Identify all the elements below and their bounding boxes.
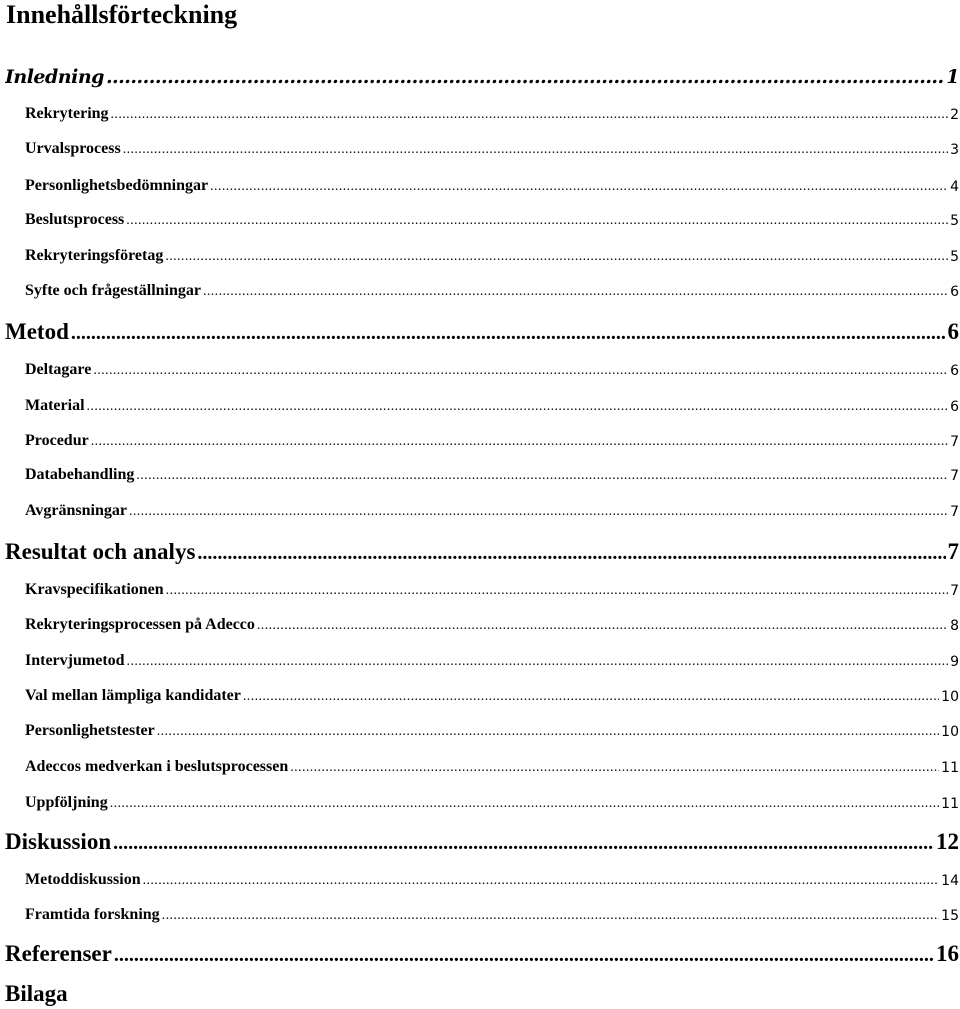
dot-leader [136, 468, 948, 484]
toc-entry-referenser[interactable] [5, 937, 959, 967]
toc-entry-title: Personlighetsbedömningar [25, 177, 209, 194]
dot-leader [203, 284, 948, 300]
toc-entry-title: Resultat och analys [5, 539, 196, 564]
toc-heading: Innehållsförteckning [6, 0, 238, 29]
toc-entry-page-number: 2 [950, 107, 959, 123]
dot-leader [111, 107, 949, 123]
toc-entry-title: Framtida forskning [25, 906, 160, 923]
toc-entry-rekryteringsprocessen-pa-adecco[interactable] [25, 610, 959, 634]
dot-leader [127, 654, 949, 670]
dot-leader [129, 504, 948, 520]
dot-leader [71, 322, 946, 345]
toc-entry-rekrytering[interactable] [25, 99, 959, 123]
toc-entry-page-number: 14 [941, 873, 959, 889]
toc-entry-title: Databehandling [25, 466, 135, 483]
toc-entry-avgransningar[interactable] [25, 496, 959, 520]
toc-entry-page-number: 10 [941, 724, 959, 740]
toc-entry-bilaga[interactable] [5, 977, 959, 1007]
toc-entry-page-number: 6 [950, 363, 959, 379]
dot-leader [114, 944, 934, 967]
toc-entry-urvalsprocess[interactable] [25, 134, 959, 158]
toc-entry-page-number: 6 [950, 399, 959, 415]
toc-entry-title: Uppföljning [25, 794, 108, 811]
dot-leader [243, 689, 939, 705]
toc-entry-page-number: 10 [941, 689, 959, 705]
toc-entry-resultat-och-analys[interactable] [5, 535, 959, 565]
toc-entry-title: Syfte och frågeställningar [25, 282, 201, 299]
dot-leader [87, 399, 949, 415]
dot-leader [166, 583, 948, 599]
toc-entry-title: Material [25, 397, 85, 414]
toc-entry-page-number: 6 [947, 319, 959, 344]
toc-entry-framtida-forskning[interactable] [25, 900, 959, 924]
dot-leader [165, 249, 948, 265]
toc-entry-title: Adeccos medverkan i beslutsprocessen [25, 758, 289, 775]
toc-entry-page-number: 5 [950, 213, 959, 229]
toc-entry-material[interactable] [25, 391, 959, 415]
toc-entry-syfte-och-fragestallningar[interactable] [25, 276, 959, 300]
dot-leader [257, 618, 948, 634]
dot-leader [210, 179, 948, 195]
toc-entry-metod[interactable] [5, 315, 959, 345]
toc-entry-page-number: 11 [941, 760, 959, 776]
toc-entry-title: Deltagare [25, 361, 92, 378]
toc-entry-page-number: 7 [950, 583, 959, 599]
toc-entry-title: Rekrytering [25, 105, 109, 122]
toc-entry-intervjumetod[interactable] [25, 646, 959, 670]
toc-entry-metoddiskussion[interactable] [25, 865, 959, 889]
dot-leader [93, 363, 948, 379]
toc-entry-page-number: 9 [950, 654, 959, 670]
dot-leader [91, 434, 948, 450]
toc-entry-title: Procedur [25, 432, 89, 449]
dot-leader [106, 66, 944, 88]
toc-entry-title: Bilaga [5, 981, 68, 1006]
toc-entry-page-number: 5 [950, 249, 959, 265]
dot-leader [162, 908, 940, 924]
toc-entry-page-number: 7 [950, 468, 959, 484]
toc-entry-page-number: 1 [946, 66, 959, 88]
toc-entry-procedur[interactable] [25, 426, 959, 450]
toc-entry-title: Inledning [5, 66, 104, 88]
toc-entry-deltagare[interactable] [25, 355, 959, 379]
toc-entry-title: Metod [5, 319, 69, 344]
toc-entry-page-number: 4 [950, 179, 959, 195]
toc-entry-page-number: 11 [941, 796, 959, 812]
toc-entry-page-number: 12 [936, 829, 959, 854]
toc-entry-personlighetstester[interactable] [25, 716, 959, 740]
toc-entry-page-number: 7 [950, 434, 959, 450]
dot-leader [110, 796, 939, 812]
toc-entry-title: Beslutsprocess [25, 211, 125, 228]
dot-leader [290, 760, 939, 776]
toc-entry-page-number: 6 [950, 284, 959, 300]
toc-entry-page-number: 7 [950, 504, 959, 520]
dot-leader [123, 142, 948, 158]
toc-entry-title: Rekryteringsprocessen på Adecco [25, 616, 255, 633]
dot-leader [143, 873, 940, 889]
toc-entry-title: Referenser [5, 941, 112, 966]
toc-entry-kravspecifikationen[interactable] [25, 575, 959, 599]
dot-leader [113, 832, 934, 855]
toc-entry-diskussion[interactable] [5, 825, 959, 855]
toc-entry-title: Metoddiskussion [25, 871, 141, 888]
toc-entry-personlighetsbedomningar[interactable] [25, 171, 959, 195]
toc-entry-title: Kravspecifikationen [25, 581, 164, 598]
dot-leader [197, 542, 945, 565]
toc-entry-page-number: 3 [950, 142, 959, 158]
toc-entry-adeccos-medverkan-i-beslutsprocessen[interactable] [25, 752, 959, 776]
toc-entry-page-number: 8 [950, 618, 959, 634]
toc-entry-page-number: 7 [947, 539, 959, 564]
toc-entry-title: Personlighetstester [25, 722, 155, 739]
toc-entry-beslutsprocess[interactable] [25, 205, 959, 229]
toc-entry-inledning[interactable] [5, 58, 959, 88]
toc-entry-title: Urvalsprocess [25, 140, 121, 157]
toc-entry-databehandling[interactable] [25, 460, 959, 484]
toc-entry-rekryteringsforetag[interactable] [25, 241, 959, 265]
toc-entry-page-number: 15 [941, 908, 959, 924]
toc-entry-page-number: 16 [936, 941, 959, 966]
toc-entry-title: Avgränsningar [25, 502, 127, 519]
toc-entry-title: Val mellan lämpliga kandidater [25, 687, 241, 704]
dot-leader [126, 213, 948, 229]
toc-entry-title: Rekryteringsföretag [25, 247, 164, 264]
toc-entry-title: Intervjumetod [25, 652, 125, 669]
toc-entry-uppfoljning[interactable] [25, 788, 959, 812]
toc-entry-title: Diskussion [5, 829, 112, 854]
toc-entry-val-mellan-lampliga-kandidater[interactable] [25, 681, 959, 705]
dot-leader [157, 724, 939, 740]
